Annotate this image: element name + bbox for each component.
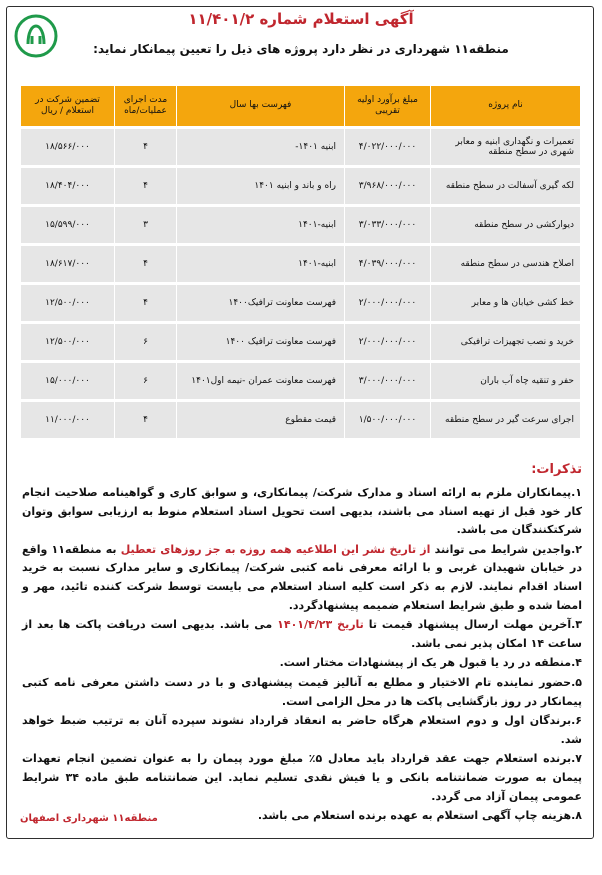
header-project-name: نام پروژه <box>430 86 580 126</box>
cell-price-list: فهرست معاونت ترافیک۱۴۰۰ <box>176 282 344 321</box>
table-row <box>20 165 580 204</box>
header-guarantee: تضمین شرکت در استعلام / ریال <box>20 86 114 126</box>
table-row <box>20 360 580 399</box>
footer-signature: منطقه۱۱ شهرداری اصفهان <box>20 813 158 824</box>
cell-guarantee: ۱۵/۵۹۹/۰۰۰ <box>20 204 114 243</box>
note-6: ۶.برندگان اول و دوم استعلام هرگاه حاضر به انعقاد قرارداد نشوند سپرده آنان به ترتیب ضبط خواهد شد. <box>22 714 582 746</box>
cell-duration: ۶ <box>114 360 176 399</box>
note-3-highlight: تاریخ ۱۴۰۱/۴/۲۳ <box>277 618 364 632</box>
cell-estimate: ۳/۰۰۰/۰۰۰/۰۰۰ <box>344 360 430 399</box>
header-price-list: فهرست بها سال <box>176 86 344 126</box>
note-7: ۷.برنده استعلام جهت عقد قرارداد باید معادل ۵٪ مبلغ مورد پیمان را به عنوان تضمین انجام تعهدات پیمان به صورت ضمانتنامه بانکی و یا فیش نقدی تسلیم نماید. این ضمانتنامه طبق ماده ۳۴ شرایط عمومی پیمان آزاد می گردد. <box>22 752 583 803</box>
table-row <box>20 282 580 321</box>
cell-duration: ۴ <box>114 126 176 165</box>
cell-duration: ۶ <box>114 321 176 360</box>
note-2-highlight: از تاریخ نشر این اطلاعیه همه روزه به جز روزهای تعطیل <box>120 542 431 556</box>
header-estimate: مبلغ برآورد اولیه تقریبی <box>344 86 430 126</box>
note-3-text: ۳.آخرین مهلت ارسال پیشنهاد قیمت تا <box>363 618 582 632</box>
cell-project-name: اصلاح هندسی در سطح منطقه <box>430 243 580 282</box>
projects-table <box>20 86 580 438</box>
note-4: ۴.منطقه در رد یا قبول هر یک از پیشنهادات مختار است. <box>279 656 582 670</box>
cell-price-list: ابنیه ۱۴۰۱- <box>176 126 344 165</box>
table-row <box>20 204 580 243</box>
cell-estimate: ۲/۰۰۰/۰۰۰/۰۰۰ <box>344 321 430 360</box>
note-2-text: ۲.واجدین شرایط می توانند <box>430 542 583 556</box>
note-2 <box>22 541 582 615</box>
table-row <box>20 321 580 360</box>
cell-guarantee: ۱۸/۵۶۶/۰۰۰ <box>20 126 114 165</box>
note-2-text-rest: به منطقه۱۱ واقع در خیابان شهیدان غربی و با ارائه معرفی نامه کتبی شرکت/ پیمانکاری و سایر مدارک نسبت به خرید اسناد اقدام نمایند. لازم به ذکر است کلیه اسناد استعلام می بایست توسط شرکت کننده تائید، مهر و امضا شده و طبق شرایط استعلام ضمیمه پیشنهادگردد. <box>22 542 582 612</box>
cell-project-name: حفر و تنقیه چاه آب باران <box>430 360 580 399</box>
cell-price-list: قیمت مقطوع <box>176 399 344 438</box>
note-3-text-rest: می باشد. بدیهی است دریافت پاکت ها بعد از ساعت ۱۴ امکان پذیر نمی باشد. <box>22 618 582 650</box>
cell-project-name: خط کشی خیابان ها و معابر <box>430 282 580 321</box>
cell-project-name: اجرای سرعت گیر در سطح منطقه <box>430 399 580 438</box>
note-1: ۱.پیمانکاران ملزم به ارائه اسناد و مدارک شرکت/ پیمانکاری، و سوابق کاری و گواهینامه صلاحیت انجام کار خود قبل از تهیه اسناد می باشند، بدیهی است تحویل اسناد استعلام منوط به ارزیابی سوابق وتوان شرکتکنندگان می باشد. <box>22 486 582 537</box>
notes-list <box>22 484 582 827</box>
cell-duration: ۴ <box>114 243 176 282</box>
note-3 <box>22 616 582 653</box>
notes-title: تذکرات: <box>531 462 582 477</box>
cell-estimate: ۴/۰۲۲/۰۰۰/۰۰۰ <box>344 126 430 165</box>
cell-guarantee: ۱۸/۴۰۴/۰۰۰ <box>20 165 114 204</box>
table-row <box>20 243 580 282</box>
cell-guarantee: ۱۲/۵۰۰/۰۰۰ <box>20 321 114 360</box>
note-5: ۵.حضور نماینده تام الاختیار و مطلع به آنالیز قیمت پیشنهادی و با در دست داشتن معرفی نامه کتبی پیمانکار در روز بازگشایی پاکت ها در محل الزامی است. <box>22 675 582 708</box>
cell-project-name: تعمیرات و نگهداری ابنیه و معابر شهری در سطح منطقه <box>430 126 580 165</box>
cell-estimate: ۳/۹۶۸/۰۰۰/۰۰۰ <box>344 165 430 204</box>
cell-estimate: ۳/۰۳۳/۰۰۰/۰۰۰ <box>344 204 430 243</box>
cell-price-list: ابنیه-۱۴۰۱ <box>176 243 344 282</box>
cell-price-list: راه و باند و ابنیه ۱۴۰۱ <box>176 165 344 204</box>
page-subtitle: منطقه۱۱ شهرداری در نظر دارد پروژه های ذیل را تعیین پیمانکار نماید: <box>93 42 509 56</box>
cell-project-name: لکه گیری آسفالت در سطح منطقه <box>430 165 580 204</box>
cell-guarantee: ۱۲/۵۰۰/۰۰۰ <box>20 282 114 321</box>
cell-estimate: ۴/۰۳۹/۰۰۰/۰۰۰ <box>344 243 430 282</box>
table-row <box>20 399 580 438</box>
cell-duration: ۳ <box>114 204 176 243</box>
table-header-row <box>20 86 580 126</box>
note-8: ۸.هزینه چاپ آگهی استعلام به عهده برنده استعلام می باشد. <box>257 809 582 823</box>
cell-guarantee: ۱۵/۰۰۰/۰۰۰ <box>20 360 114 399</box>
cell-guarantee: ۱۸/۶۱۷/۰۰۰ <box>20 243 114 282</box>
cell-price-list: فهرست معاونت ترافیک ۱۴۰۰ <box>176 321 344 360</box>
cell-price-list: ابنیه-۱۴۰۱ <box>176 204 344 243</box>
cell-price-list: فهرست معاونت عمران -نیمه اول۱۴۰۱ <box>176 360 344 399</box>
cell-duration: ۴ <box>114 399 176 438</box>
cell-estimate: ۱/۵۰۰/۰۰۰/۰۰۰ <box>344 399 430 438</box>
header-duration: مدت اجرای عملیات/ماه <box>114 86 176 126</box>
cell-project-name: خرید و نصب تجهیزات ترافیکی <box>430 321 580 360</box>
cell-project-name: دیوارکشی در سطح منطقه <box>430 204 580 243</box>
cell-guarantee: ۱۱/۰۰۰/۰۰۰ <box>20 399 114 438</box>
cell-duration: ۴ <box>114 165 176 204</box>
table-row <box>20 126 580 165</box>
page-title: آگهی استعلام شماره ۱۱/۴۰۱/۲ <box>188 10 414 28</box>
cell-duration: ۴ <box>114 282 176 321</box>
cell-estimate: ۲/۰۰۰/۰۰۰/۰۰۰ <box>344 282 430 321</box>
